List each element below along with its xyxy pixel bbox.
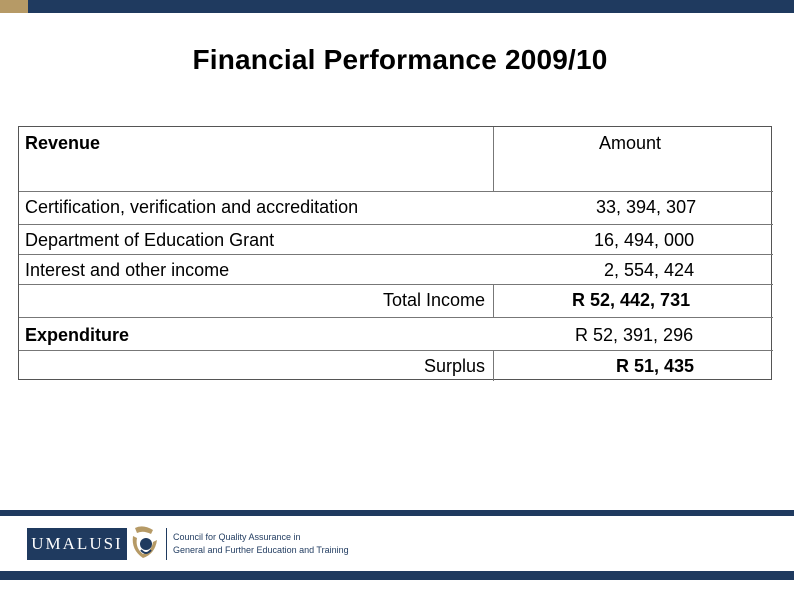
total-income-amount: R 52, 442, 731 <box>572 290 691 310</box>
top-banner-accent <box>0 0 28 13</box>
financial-table <box>18 126 772 380</box>
row-line-3 <box>19 284 773 285</box>
umalusi-emblem-icon <box>129 524 163 564</box>
row-line-header-left <box>19 191 493 192</box>
revenue-row-label-3: Interest and other income <box>25 260 230 280</box>
total-income-label: Total Income <box>382 290 485 310</box>
row-line-5 <box>19 350 773 351</box>
page-title: Financial Performance 2009/10 <box>192 44 608 75</box>
tagline-line-1: Council for Quality Assurance in <box>173 532 301 542</box>
row-line-2 <box>19 254 493 255</box>
row-line-1-right <box>493 224 773 225</box>
surplus-label: Surplus <box>423 356 485 376</box>
top-banner <box>0 0 794 13</box>
footer-rule-bottom <box>0 571 794 580</box>
umalusi-logo: UMALUSI <box>27 528 127 560</box>
council-tagline <box>173 531 349 557</box>
revenue-row-label-2: Department of Education Grant <box>25 230 275 250</box>
revenue-header: Revenue <box>25 133 101 153</box>
total-divider <box>493 284 494 317</box>
logo-divider <box>166 528 167 560</box>
expenditure-amount: R 52, 391, 296 <box>575 325 694 345</box>
revenue-row-amount-3: 2, 554, 424 <box>604 260 695 280</box>
revenue-row-amount-1: 33, 394, 307 <box>596 197 697 217</box>
row-line-2-right <box>493 254 773 255</box>
surplus-divider <box>493 350 494 381</box>
row-line-4 <box>19 317 773 318</box>
revenue-row-label-1: Certification, verification and accreditation <box>25 197 359 217</box>
row-line-1 <box>19 224 493 225</box>
tagline-line-2: General and Further Education and Training <box>173 545 349 555</box>
surplus-amount: R 51, 435 <box>616 356 695 376</box>
expenditure-label: Expenditure <box>25 325 130 345</box>
revenue-row-amount-2: 16, 494, 000 <box>594 230 695 250</box>
footer-rule-top <box>0 510 794 516</box>
amount-header: Amount <box>599 133 662 153</box>
header-divider <box>493 127 494 192</box>
row-line-header-right <box>493 191 773 192</box>
